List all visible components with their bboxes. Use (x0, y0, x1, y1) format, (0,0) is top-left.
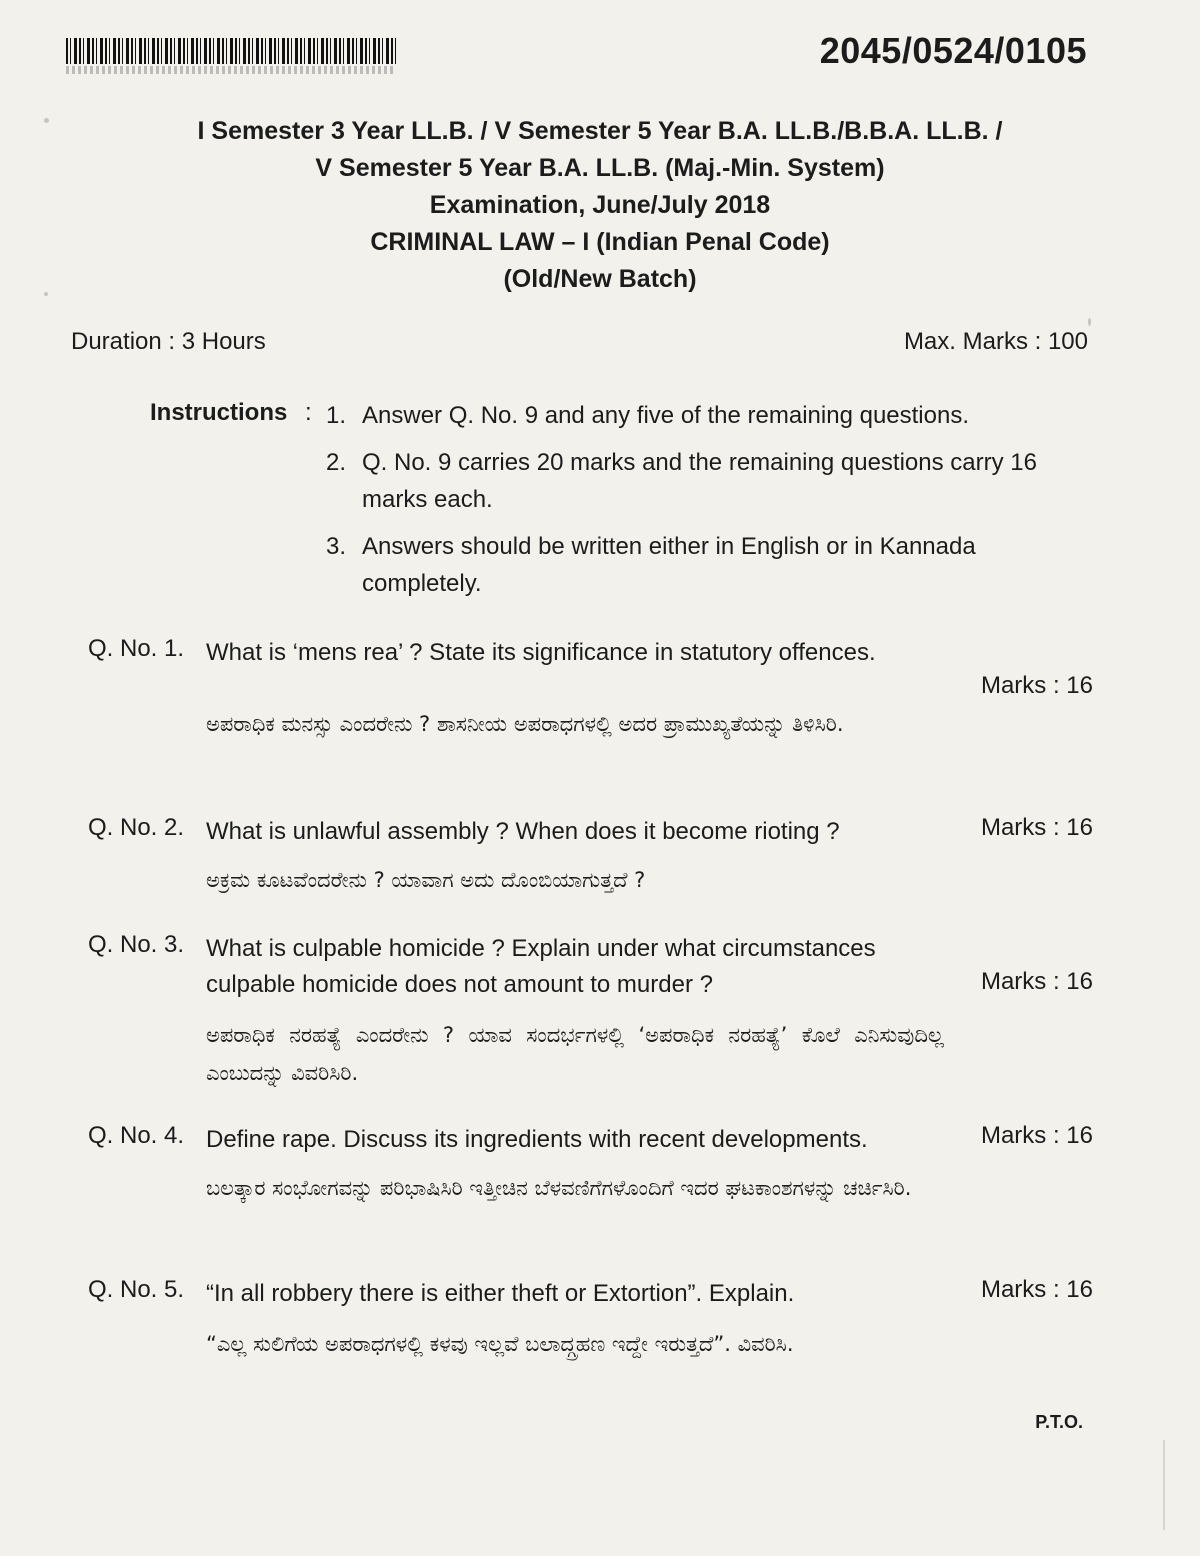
instruction-text: Answer Q. No. 9 and any five of the remaining questions. (362, 402, 969, 429)
paper-code: 2045/0524/0105 (819, 30, 1087, 71)
question-4-kannada: ಬಲತ್ಕಾರ ಸಂಭೋಗವನ್ನು ಪರಿಭಾಷಿಸಿರಿ ಇತ್ತೀಚಿನ ಬೆಳವಣಿಗೆಗಳೊಂದಿಗೆ ಇದರ ಘಟಕಾಂಶಗಳನ್ನು ಚರ್ಚಿಸಿರಿ. (206, 1176, 912, 1200)
header-batch-line: (Old/New Batch) (503, 265, 697, 293)
header-semester-line: I Semester 3 Year LL.B. / V Semester 5 Year B.A. LL.B./B.B.A. LL.B. / (197, 117, 1003, 145)
header-system-line: V Semester 5 Year B.A. LL.B. (Maj.-Min. System) (315, 154, 885, 182)
exam-header (0, 113, 1200, 298)
instruction-text: Q. No. 9 carries 20 marks and the remaining questions carry 16 marks each. (362, 449, 1037, 513)
duration: Duration : 3 Hours (71, 328, 266, 355)
instructions-colon: : (305, 399, 312, 426)
question-text: What is ‘mens rea’ ? State its significance in statutory offences. (206, 639, 876, 666)
question-marks: Marks : 16 (980, 1122, 1093, 1149)
instruction-number: 1. (326, 402, 347, 429)
header-exam-line: Examination, June/July 2018 (429, 191, 771, 219)
question-5-kannada: “ಎಲ್ಲ ಸುಲಿಗೆಯ ಅಪರಾಧಗಳಲ್ಲಿ ಕಳವು ಇಲ್ಲವೆ ಬಲಾದ್ಗ್ರಹಣ ಇದ್ದೇ ಇರುತ್ತದೆ”. ವಿವರಿಸಿ. (206, 1332, 794, 1356)
question-text: What is culpable homicide ? Explain under what circumstances culpable homicide does not amount to murder ? (206, 935, 876, 998)
question-number: Q. No. 1. (88, 635, 185, 662)
scan-speck (44, 118, 49, 123)
question-marks: Marks : 16 (980, 672, 1093, 699)
question-text: What is unlawful assembly ? When does it become rioting ? (206, 818, 840, 845)
instruction-text: Answers should be written either in English or in Kannada completely. (362, 533, 976, 597)
question-2-kannada: ಅಕ್ರಮ ಕೂಟವೆಂದರೇನು ? ಯಾವಾಗ ಅದು ದೊಂಬಿಯಾಗುತ್ತದೆ ? (206, 868, 646, 892)
instructions-label: Instructions (150, 399, 288, 426)
question-1-kannada: ಅಪರಾಧಿಕ ಮನಸ್ಸು ಎಂದರೇನು ? ಶಾಸನೀಯ ಅಪರಾಧಗಳಲ್ಲಿ ಅದರ ಪ್ರಾಮುಖ್ಯತೆಯನ್ನು ತಿಳಿಸಿರಿ. (206, 712, 844, 736)
instruction-item (326, 444, 1041, 518)
question-text: “In all robbery there is either theft or Extortion”. Explain. (206, 1280, 795, 1307)
barcode (66, 38, 396, 64)
question-3-kannada: ಅಪರಾಧಿಕ ನರಹತ್ಯೆ ಎಂದರೇನು ? ಯಾವ ಸಂದರ್ಭಗಳಲ್ಲಿ ‘ಅಪರಾಧಿಕ ನರಹತ್ಯೆ’ ಕೊಲೆ ಎನಿಸುವುದಿಲ್ಲ ಎಂಬುದನ್ನು ವಿವರಿಸಿರಿ. (206, 1023, 944, 1085)
page-turn-over: P.T.O. (1035, 1412, 1083, 1432)
question-marks: Marks : 16 (980, 968, 1093, 995)
instruction-number: 3. (326, 533, 347, 560)
scan-speck (1088, 318, 1091, 326)
question-text: Define rape. Discuss its ingredients with recent developments. (206, 1126, 868, 1153)
instruction-item (326, 528, 1041, 602)
question-number: Q. No. 2. (88, 814, 185, 841)
scan-speck (44, 292, 48, 296)
max-marks: Max. Marks : 100 (903, 328, 1088, 355)
barcode-number (66, 66, 396, 74)
question-number: Q. No. 5. (88, 1276, 185, 1303)
header-subject-line: CRIMINAL LAW – I (Indian Penal Code) (370, 228, 830, 256)
question-marks: Marks : 16 (980, 814, 1093, 841)
instruction-number: 2. (326, 449, 347, 476)
question-number: Q. No. 4. (88, 1122, 185, 1149)
question-number: Q. No. 3. (88, 931, 185, 958)
scan-edge (1163, 1440, 1165, 1530)
instruction-item (326, 397, 1041, 434)
question-marks: Marks : 16 (980, 1276, 1093, 1303)
